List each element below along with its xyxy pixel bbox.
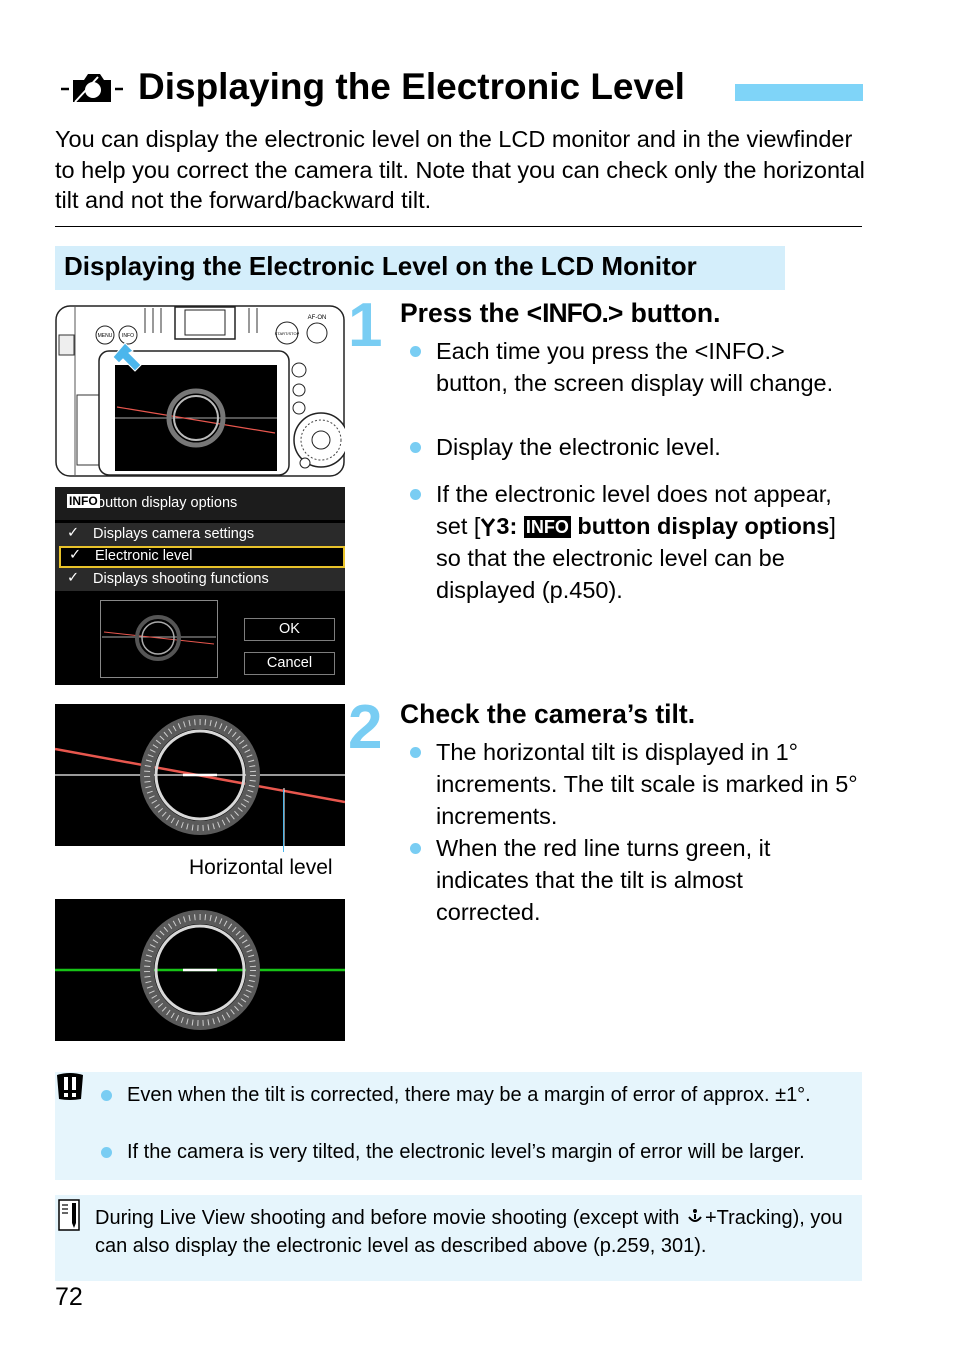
step2-bullet-2: When the red line turns green, it indicates that the tilt is almost corrected.	[436, 832, 846, 928]
info-display-options-screen	[55, 487, 345, 685]
start-stop-label: START/STOP	[274, 331, 300, 336]
step2-bullet-1: The horizontal tilt is displayed in 1° increments. The tilt scale is marked in 5° increments.	[436, 736, 861, 832]
camera-mode-icon	[60, 70, 124, 104]
page-number: 72	[55, 1283, 83, 1311]
page-title	[60, 66, 685, 108]
info-button-label: INFO	[122, 333, 134, 339]
step1-heading: Press the <INFO.> button.	[400, 298, 721, 328]
level-preview	[100, 600, 218, 678]
info-icon-inline: INFO	[525, 517, 569, 537]
section-heading: Displaying the Electronic Level on the LCD Monitor	[55, 246, 785, 290]
callout-line	[283, 790, 284, 852]
wrench-icon	[480, 517, 496, 537]
level-display-corrected	[55, 899, 345, 1041]
af-on-label: AF-ON	[307, 315, 327, 321]
menu-item-electronic-level[interactable]: ✓ Electronic level	[59, 546, 345, 568]
cancel-button[interactable]: Cancel	[244, 652, 335, 675]
step1-bullet-2: Display the electronic level.	[436, 431, 846, 463]
step-number-2: 2	[348, 693, 383, 762]
caution-icon	[55, 1072, 85, 1100]
info-key-label: INFO.	[542, 298, 608, 328]
intro-paragraph: You can display the electronic level on the LCD monitor and in the viewfinder to help you correct the camera tilt. Note that you can check only the horizontal tilt and not the forward/backward tilt.	[55, 126, 865, 213]
level-display-tilted	[55, 704, 345, 846]
memo-text: During Live View shooting and before movie shooting (except with +Tracking), you can also display the electronic level as described above (p.259, 301).	[95, 1207, 843, 1257]
step-number-1: 1	[348, 291, 383, 360]
divider	[55, 226, 862, 227]
memo-icon	[58, 1199, 80, 1231]
info-icon: INFO	[69, 494, 98, 508]
title-text: Displaying the Electronic Level	[138, 66, 685, 107]
caution-item-1: Even when the tilt is corrected, there may be a margin of error of approx. ±1°.	[127, 1081, 852, 1109]
menu-item-shooting-functions[interactable]: ✓ Displays shooting functions	[67, 570, 269, 587]
ok-button[interactable]: OK	[244, 618, 335, 641]
step1-bullet-1: Each time you press the <INFO.> button, the screen display will change.	[436, 335, 846, 399]
horizontal-level-callout: Horizontal level	[189, 856, 333, 879]
step2-heading: Check the camera’s tilt.	[400, 699, 696, 729]
menu-title: button display options	[97, 495, 238, 511]
camera-back-illustration	[55, 305, 345, 477]
caution-item-2: If the camera is very tilted, the electronic level’s margin of error will be larger.	[127, 1138, 857, 1166]
face-tracking-icon	[685, 1208, 705, 1226]
caution-note	[55, 1072, 862, 1180]
title-accent-bar	[735, 84, 863, 101]
menu-item-camera-settings[interactable]: ✓ Displays camera settings	[67, 525, 255, 542]
step1-bullet-3: If the electronic level does not appear, set [ 3: INFO button display options] so that the electronic level can be displayed (p.450).	[436, 478, 846, 606]
memo-note	[55, 1195, 862, 1281]
menu-button-label: MENU	[97, 333, 113, 339]
